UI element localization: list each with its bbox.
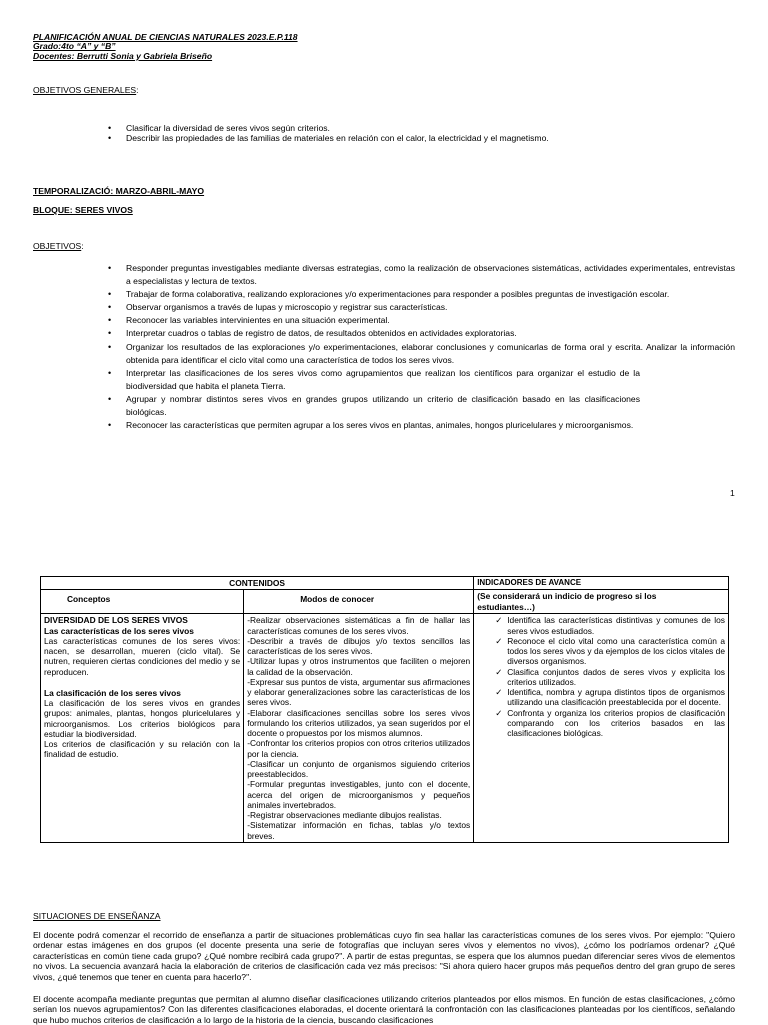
- situaciones-heading: SITUACIONES DE ENSEÑANZA: [33, 911, 161, 921]
- page-number: 1: [730, 488, 735, 498]
- objetivos-generales-list: [108, 123, 668, 144]
- list-item: • Describir las propiedades de las familias de materiales en relación con el calor, la electricidad y el magnetismo.: [108, 133, 668, 143]
- contenidos-table: [40, 576, 729, 843]
- modos-header: Modos de conocer: [244, 590, 474, 614]
- header-grade: Grado:4to “A” y “B”: [33, 41, 116, 52]
- concept-text: Los criterios de clasificación y su relación con la finalidad de estudio.: [44, 739, 241, 760]
- modo-item: -Formular preguntas investigables, junto con el docente, acerca del origen de microorganismos y pequeños animales invertebrados.: [247, 779, 471, 810]
- header-teachers: Docentes: Berrutti Sonia y Gabriela Briseño: [33, 50, 213, 61]
- modo-item: -Sistematizar información en fichas, tablas y/o textos breves.: [247, 820, 471, 841]
- modo-item: -Confrontar los criterios propios con otros criterios utilizados por la ciencia.: [247, 738, 471, 759]
- concept-text: Las características comunes de los seres vivos: nacen, se desarrollan, mueren (ciclo vital). Se nutren, requieren ciertas condiciones del medio y se reproducen.: [44, 635, 241, 677]
- indicador-item: ✓ Clasifica conjuntos dados de seres vivos y explicita los criterios utilizados.: [477, 667, 725, 688]
- temporalizacion: TEMPORALIZACIÓ: MARZO-ABRIL-MAYO: [33, 186, 205, 196]
- indicador-item: ✓ Confronta y organiza los criterios propios de clasificación comparando con los criterios basados en las clasificaciones biológicas.: [477, 708, 725, 739]
- list-item: • Interpretar cuadros o tablas de registro de datos, de resultados obtenidos en actividades exploratorias.: [108, 327, 735, 340]
- list-item: • Trabajar de forma colaborativa, realizando exploraciones y/o experimentaciones para responder a posibles preguntas de investigación escolar.: [108, 288, 735, 301]
- conceptos-cell: [41, 614, 244, 843]
- concept-subtitle: Las características de los seres vivos: [44, 625, 194, 636]
- objetivos-heading: OBJETIVOS:: [33, 241, 84, 251]
- concept-subtitle: La clasificación de los seres vivos: [44, 687, 181, 698]
- modo-item: -Clasificar un conjunto de organismos siguiendo criterios preestablecidos.: [247, 758, 471, 779]
- modo-item: -Utilizar lupas y otros instrumentos que faciliten o mejoren la calidad de la observación.: [247, 656, 471, 677]
- indicador-item: ✓ Identifica, nombra y agrupa distintos tipos de organismos utilizando una clasificación preestablecida por el docente.: [477, 687, 725, 708]
- conceptos-header: Conceptos: [41, 590, 244, 614]
- list-item: • Reconocer las características que permiten agrupar a los seres vivos en plantas, animales, hongos pluricelulares y microorganismos.: [108, 419, 640, 432]
- list-item: • Interpretar las clasificaciones de los seres vivos como agrupamientos que realizan los científicos para organizar el estudio de la biodiversidad que habita el planeta Tierra.: [108, 367, 640, 393]
- concept-title: DIVERSIDAD DE LOS SERES VIVOS: [44, 615, 188, 626]
- indicador-item: ✓ Reconoce el ciclo vital como una característica común a todos los seres vivos y da ejemplos de los ciclos vitales de diversos organismos.: [477, 636, 725, 667]
- list-item: • Organizar los resultados de las exploraciones y/o experimentaciones, elaborar conclusiones y comunicarlas de forma oral y escrita. Analizar la información obtenida para identificar el ciclo vital como una característica de todos los seres vivos.: [108, 341, 735, 367]
- list-item: • Clasificar la diversidad de seres vivos según criterios.: [108, 123, 668, 133]
- modos-cell: [244, 614, 474, 843]
- objetivos-list: [108, 262, 735, 432]
- situaciones-paragraph-1: El docente podrá comenzar el recorrido de enseñanza a partir de situaciones problemáticas cuyo fin sea hallar las características comunes de los seres vivos. Por ejemplo: "Quiero ordenar estas imágenes en dos grupos (el docente presenta una serie de fotografías que incluyan seres vivos y elementos no vivos), ¿cómo los podríamos ordenar? ¿Qué características en común tiene cada grupo? ¿Qué nombre recibirá cada grupo?". A partir de estas preguntas, se espera que los alumnos puedan diferenciar seres vivos de elementos no vivos. La secuencia avanzará hacia la elaboración de criterios de clasificación cada vez más precisos: "Si ahora quiero hacer grupos más pequeños dentro del gran grupo de seres vivos, ¿qué tenemos que tener en cuenta para hacerlo?".: [33, 930, 735, 982]
- bloque-title: BLOQUE: SERES VIVOS: [33, 205, 133, 215]
- situaciones-paragraph-2: El docente acompaña mediante preguntas que permitan al alumno diseñar clasificaciones utilizando criterios planteados por ellos mismos. En función de estas clasificaciones, ¿cómo serían los nuevos agrupamientos? Con las diferentes clasificaciones elaboradas, el docente orientará la confrontación con las clasificaciones planteadas por los científicos, señalando que hubo muchos criterios de clasificación a lo largo de la historia de la ciencia, buscando clasificaciones: [33, 994, 735, 1025]
- modo-item: -Expresar sus puntos de vista, argumentar sus afirmaciones y elaborar generalizaciones sobre las características de los seres vivos.: [247, 676, 471, 708]
- indicador-item: ✓ Identifica las características distintivas y comunes de los seres vivos estudiados.: [477, 615, 725, 636]
- progreso-header: (Se considerará un indicio de progreso si los estudiantes…): [474, 590, 729, 614]
- document-header: [33, 33, 298, 61]
- indicadores-list: [477, 615, 725, 738]
- concept-text: La clasificación de los seres vivos en grandes grupos: animales, plantas, hongos pluricelulares y microorganismos. Los criterios biológicos para estudiar la biodiversidad.: [44, 698, 241, 739]
- modo-item: -Describir a través de dibujos y/o textos sencillos las características de los seres vivos.: [247, 635, 471, 656]
- modo-item: -Registrar observaciones mediante dibujos realistas.: [247, 810, 442, 820]
- modo-item: -Realizar observaciones sistemáticas a fin de hallar las características comunes de los seres vivos.: [247, 615, 471, 636]
- contenidos-header: CONTENIDOS: [41, 577, 474, 590]
- list-item: • Responder preguntas investigables mediante diversas estrategias, como la realización de observaciones sistemáticas, actividades experimentales, entrevistas a especialistas y lectura de textos.: [108, 262, 735, 288]
- indicadores-cell: [474, 614, 729, 843]
- list-item: • Reconocer las variables intervinientes en una situación experimental.: [108, 314, 735, 327]
- header-title: PLANIFICACIÓN ANUAL DE CIENCIAS NATURALES 2023.E.P.118: [33, 32, 298, 42]
- list-item: • Observar organismos a través de lupas y microscopio y registrar sus características.: [108, 301, 735, 314]
- modo-item: -Elaborar clasificaciones sencillas sobre los seres vivos formulando los criterios utilizados, ya sean sugeridos por el docente o propuestos por los mismos alumnos.: [247, 707, 471, 738]
- indicadores-header: INDICADORES DE AVANCE: [474, 577, 729, 590]
- list-item: • Agrupar y nombrar distintos seres vivos en grandes grupos utilizando un criterio de clasificación basado en las clasificaciones biológicas.: [108, 393, 640, 419]
- objetivos-generales-heading: OBJETIVOS GENERALES:: [33, 85, 139, 95]
